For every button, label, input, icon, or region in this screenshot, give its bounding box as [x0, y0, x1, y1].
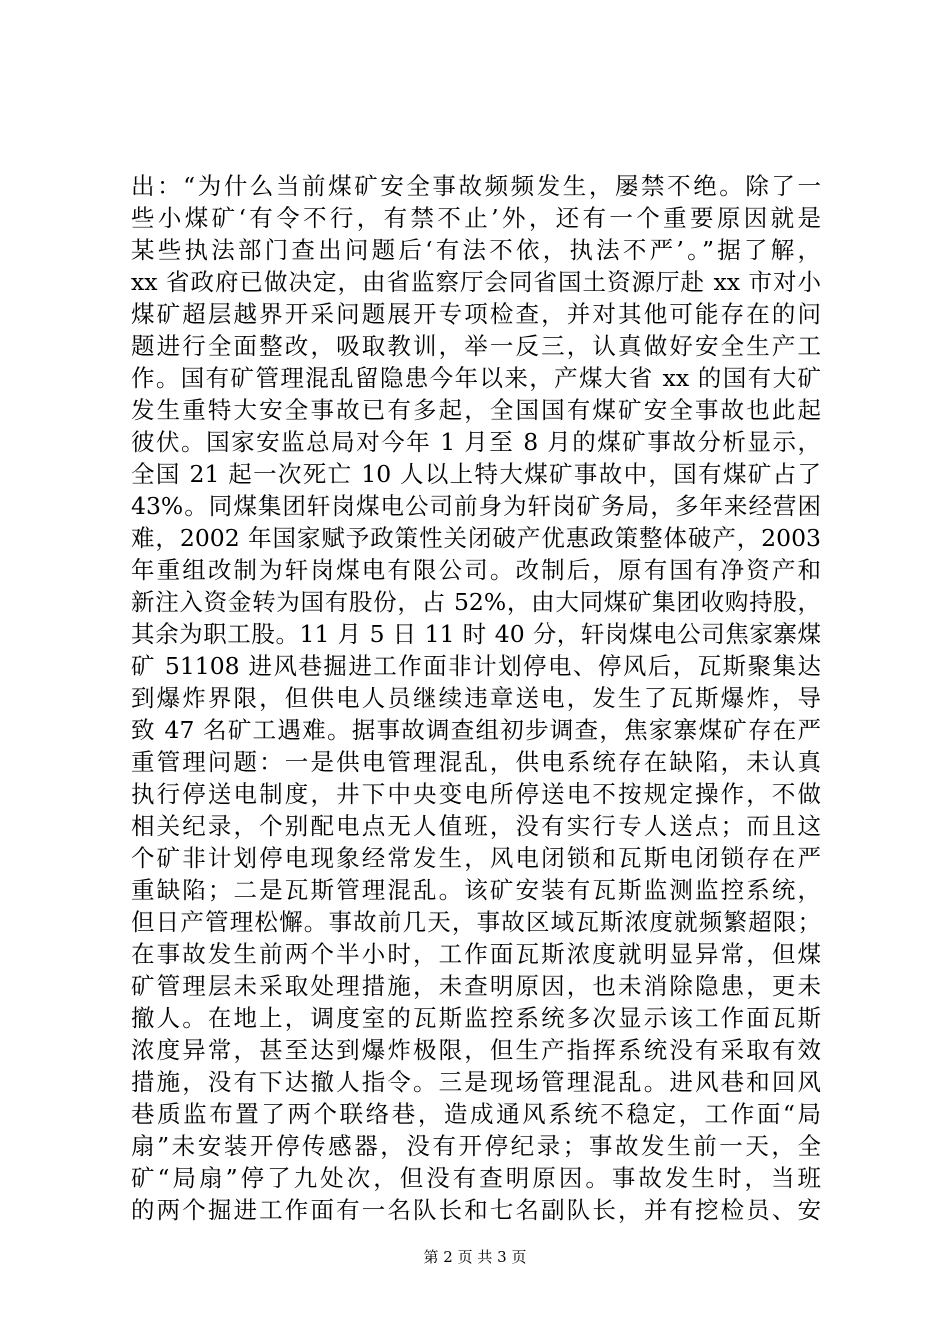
text-line: 重管理问题：一是供电管理混乱，供电系统存在缺陷，未认真 [131, 748, 821, 776]
text-line: 年重组改制为轩岗煤电有限公司。改制后，原有国有净资产和 [131, 556, 821, 584]
text-line: 的两个掘进工作面有一名队长和七名副队长，并有挖检员、安 [131, 1196, 821, 1224]
text-line: 作。国有矿管理混乱留隐患今年以来，产煤大省 xx 的国有大矿 [131, 364, 821, 392]
text-line: 彼伏。国家安监总局对今年 1 月至 8 月的煤矿事故分析显示， [131, 428, 821, 456]
text-line: 某些执法部门查出问题后‘有法不依，执法不严’。”据了解， [131, 236, 821, 264]
text-line: 致 47 名矿工遇难。据事故调查组初步调查，焦家寨煤矿存在严 [131, 716, 821, 744]
text-line: 难，2002 年国家赋予政策性关闭破产优惠政策整体破产，2003 [131, 524, 821, 552]
text-line: 执行停送电制度，井下中央变电所停送电不按规定操作，不做 [131, 780, 821, 808]
text-line: 矿管理层未采取处理措施，未查明原因，也未消除隐患，更未 [131, 972, 821, 1000]
text-line: 重缺陷；二是瓦斯管理混乱。该矿安装有瓦斯监测监控系统， [131, 876, 821, 904]
text-line: 但日产管理松懈。事故前几天，事故区域瓦斯浓度就频繁超限； [131, 908, 821, 936]
text-line: 煤矿超层越界开采问题展开专项检查，并对其他可能存在的问 [131, 300, 821, 328]
text-line: 到爆炸界限，但供电人员继续违章送电，发生了瓦斯爆炸，导 [131, 684, 821, 712]
text-line: 撤人。在地上，调度室的瓦斯监控系统多次显示该工作面瓦斯 [131, 1004, 821, 1032]
text-line: 些小煤矿‘有令不行，有禁不止’外，还有一个重要原因就是 [131, 204, 821, 232]
text-line: 浓度异常，甚至达到爆炸极限，但生产指挥系统没有采取有效 [131, 1036, 821, 1064]
text-line: 个矿非计划停电现象经常发生，风电闭锁和瓦斯电闭锁存在严 [131, 844, 821, 872]
text-line: 巷质监布置了两个联络巷，造成通风系统不稳定，工作面“局 [131, 1100, 821, 1128]
text-line: 发生重特大安全事故已有多起，全国国有煤矿安全事故也此起 [131, 396, 821, 424]
text-line: 出：“为什么当前煤矿安全事故频频发生，屡禁不绝。除了一 [131, 172, 821, 200]
text-line: 矿“局扇”停了九处次，但没有查明原因。事故发生时，当班 [131, 1164, 821, 1192]
text-line: 新注入资金转为国有股份，占 52%，由大同煤矿集团收购持股， [131, 588, 821, 616]
text-line: 在事故发生前两个半小时，工作面瓦斯浓度就明显异常，但煤 [131, 940, 821, 968]
text-line: xx 省政府已做决定，由省监察厅会同省国土资源厅赴 xx 市对小 [131, 268, 821, 296]
body-text [131, 170, 821, 1226]
page-number-footer: 第 2 页 共 3 页 [423, 1248, 527, 1266]
text-line: 题进行全面整改，吸取教训，举一反三，认真做好安全生产工 [131, 332, 821, 360]
text-line: 矿 51108 进风巷掘进工作面非计划停电、停风后，瓦斯聚集达 [131, 652, 821, 680]
text-line: 全国 21 起一次死亡 10 人以上特大煤矿事故中，国有煤矿占了 [131, 460, 821, 488]
text-line: 相关纪录，个别配电点无人值班，没有实行专人送点；而且这 [131, 812, 821, 840]
text-line: 43%。同煤集团轩岗煤电公司前身为轩岗矿务局，多年来经营困 [131, 492, 821, 520]
text-line: 措施，没有下达撤人指令。三是现场管理混乱。进风巷和回风 [131, 1068, 821, 1096]
text-line: 扇”未安装开停传感器，没有开停纪录；事故发生前一天，全 [131, 1132, 821, 1160]
text-line: 其余为职工股。11 月 5 日 11 时 40 分，轩岗煤电公司焦家寨煤 [131, 620, 821, 648]
